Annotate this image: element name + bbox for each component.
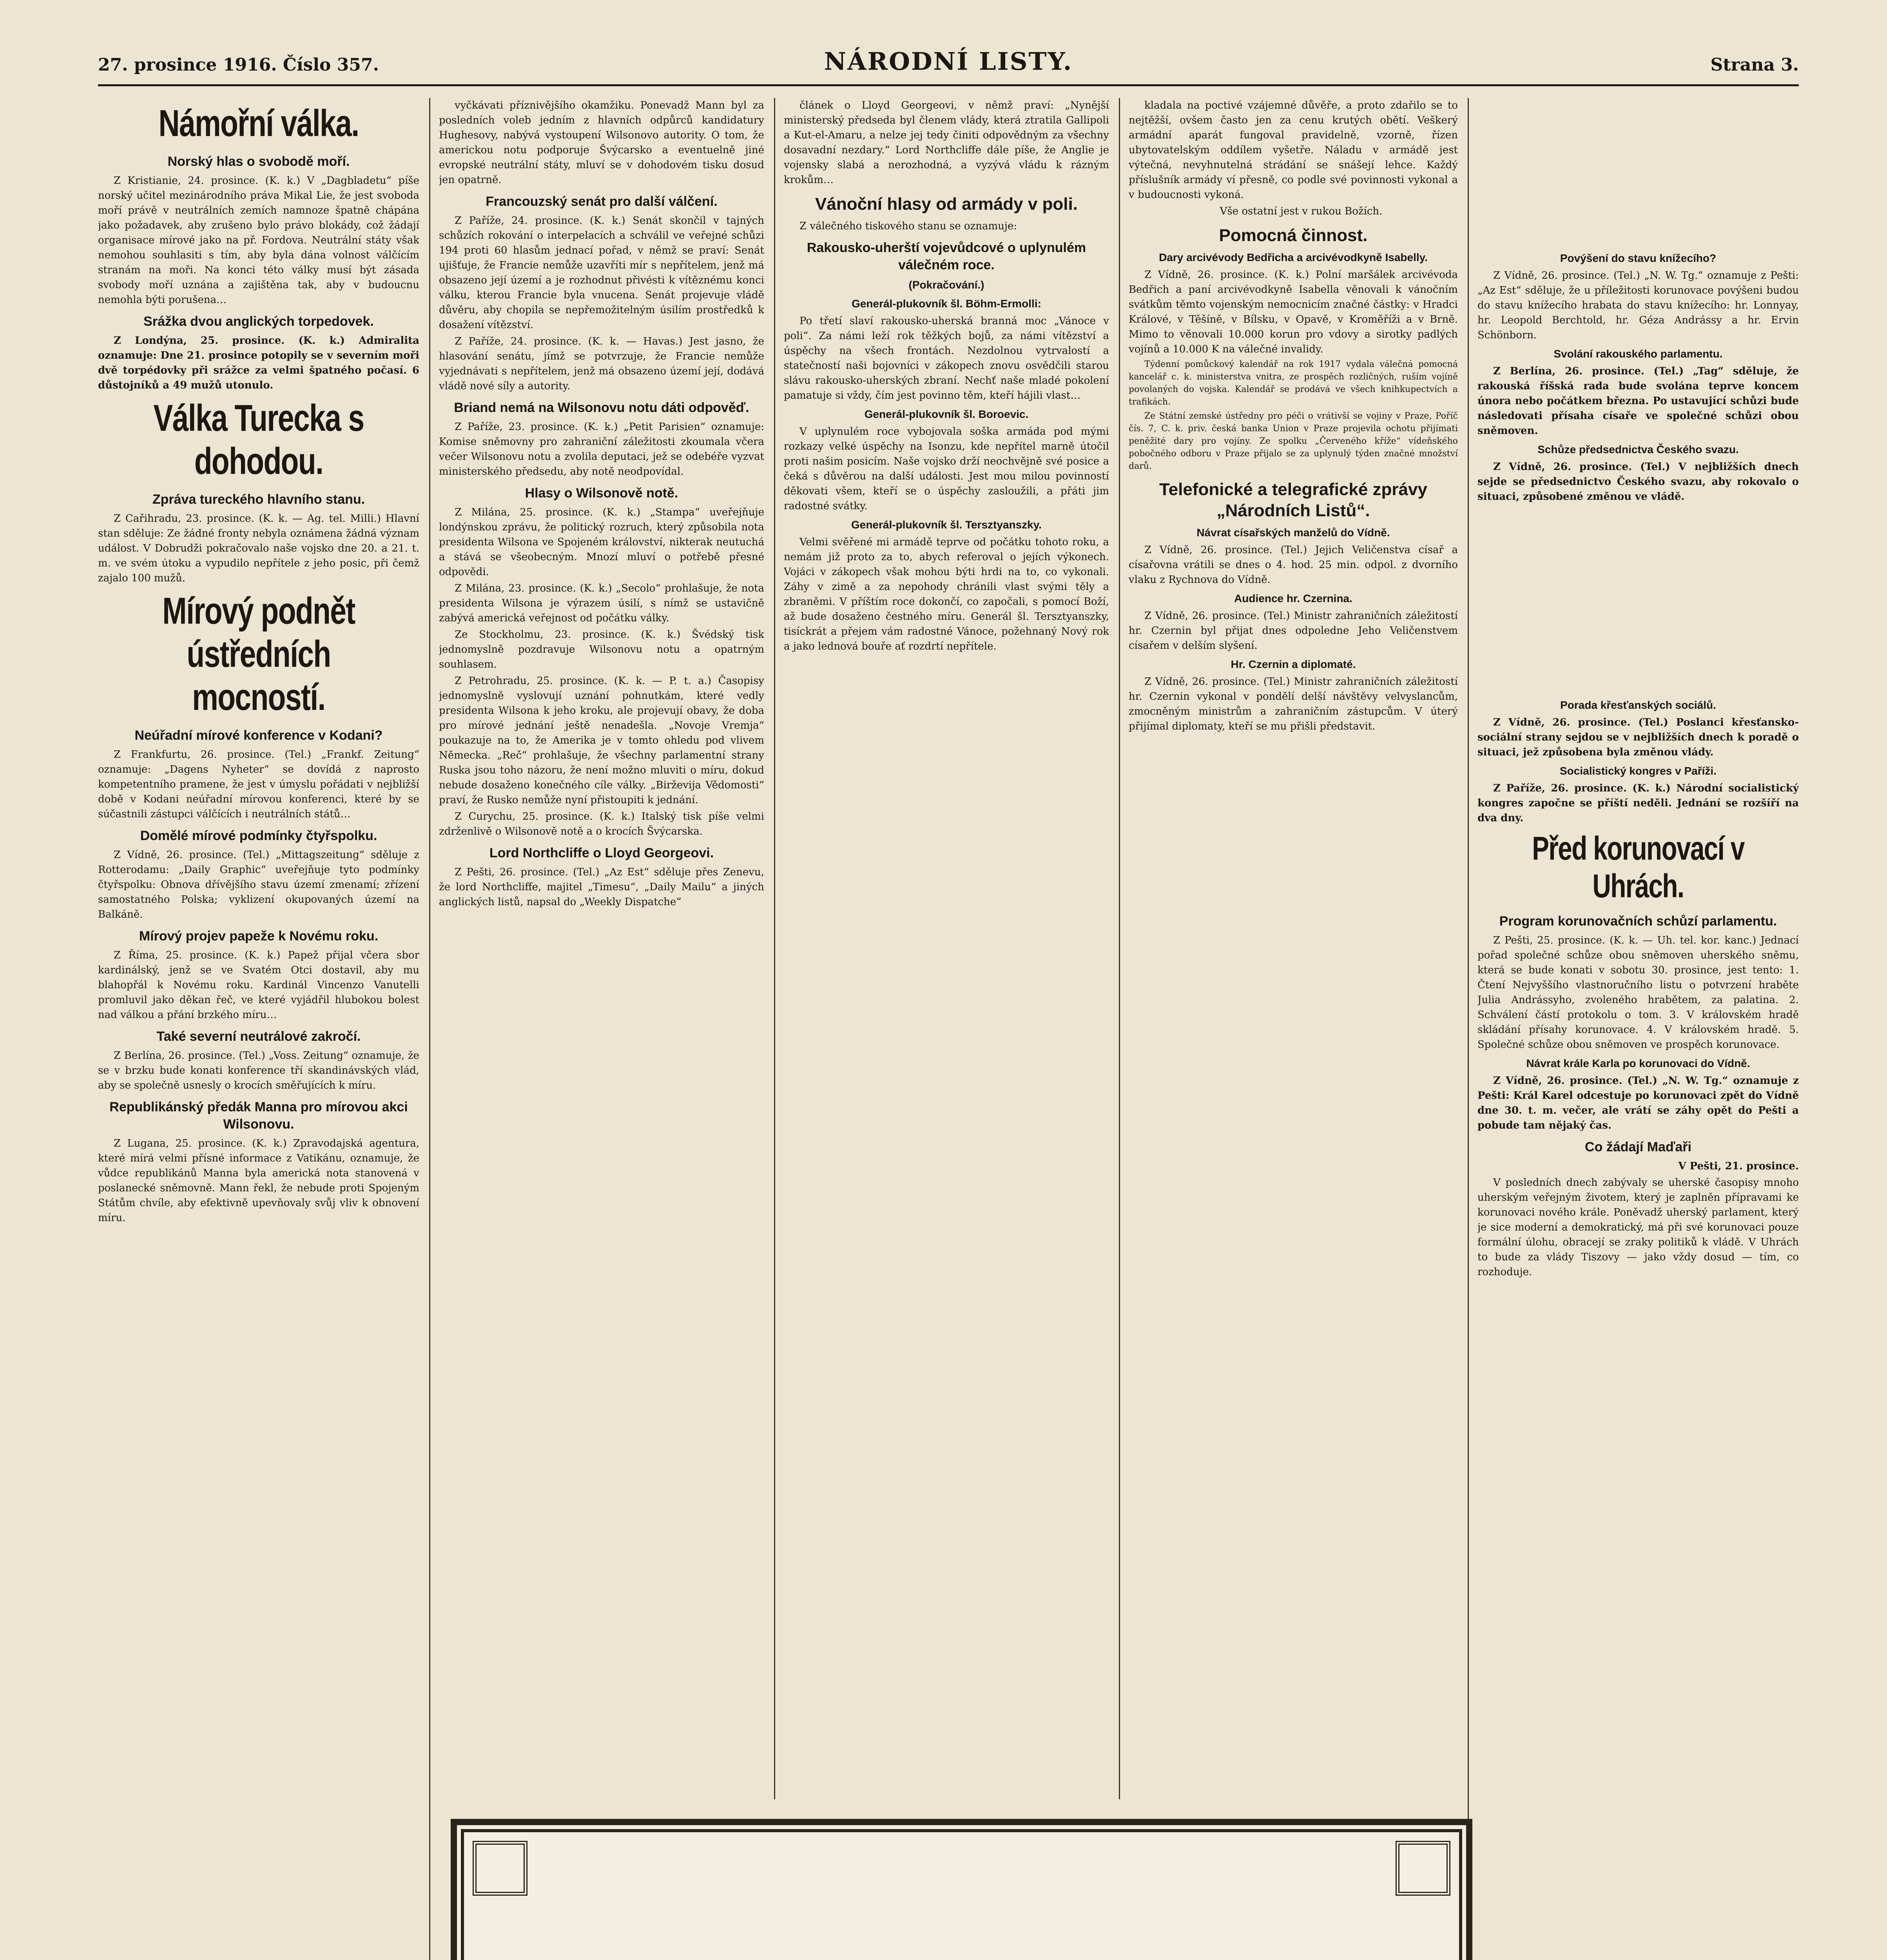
heading-briand: Briand nemá na Wilsonovu notu dáti odpověď. xyxy=(454,400,749,415)
ornament-corner xyxy=(1396,1841,1450,1896)
article-program: Z Pešti, 25. prosince. (K. k. — Uh. tel. kor. kanc.) Jednací pořad společné schůze obou sněmoven uherského sněmu, která se bude konati v sobotu 30. prosince, jest tento: 1. Čtení Nejvyššího vlastnoručního listu o potvrzení hraběte Julia Andrássyho, zvoleného hrabětem, za palatina. 2. Schválení částí protokolu o tom. 3. V královském hradě skládání přísahy korunovace. 4. V královském hradě. 5. Společné schůze obou sněmoven ve prospěch korunovace. xyxy=(1477,935,1799,1051)
article-dary: Z Vídně, 26. prosince. (K. k.) Polní maršálek arcivévoda Bedřich a paní arcivévodkyně Isabella věnovali k vánočním svátkům těmto vojenským nemocnicím značné částky: v Hradci Králové, v Těšíně, v Bílsku, v Opavě, v Kroměříži a v Brně. Mimo to věnovali 10.000 korun pro vdovy a sirotky padlých vojínů a 10.000 K na válečné invalidy. xyxy=(1129,269,1458,355)
article-hlasy-1: Z Milána, 25. prosince. (K. k.) „Stampa“ uveřejňuje londýnskou zprávu, že politický rozruch, který způsobila nota presidenta Wilsona ve Spojeném království, nikterak neutuchá a stává se všeobecným. Mnozí mluví o potřebě přesné odpovědi. xyxy=(439,506,764,578)
column-divider xyxy=(429,98,430,1960)
article-bohm-ermolli: Po třetí slaví rakousko-uherská branná moc „Vánoce v poli“. Za námi leží rok těžkých bojů, za námi vítězství a úspěchy na všech frontách. Nezdolnou vytrvalostí a statečností naši bojovníci v zákopech znovu osvědčili starou slávu rakousko-uherských zbraní. Nechť naše mladé pokolení pamatuje si vždy, čím jest povinno těm, kteří hájili vlast… xyxy=(784,315,1109,401)
article-manna: Z Lugana, 25. prosince. (K. k.) Zpravodajská agentura, které mírá velmi přísné informace z Vatikánu, oznamuje, že vůdce republikánů Manna byla americká nota stanovená v poslanecké sněmovně. Mann řekl, že nebude proti Spojeným Státům chvíle, aby efektivně upevňovaly svůj vliv k obnovení míru. xyxy=(98,1138,419,1224)
headline-mirovy-podnet: Mírový podnět ústředních mocností. xyxy=(162,590,355,718)
column-divider xyxy=(1119,98,1120,1799)
heading-norsky-hlas: Norský hlas o svobodě moří. xyxy=(167,154,350,169)
column-3 xyxy=(784,98,1109,1799)
article-continuation: článek o Lloyd Georgeovi, v němž praví: „Nynější ministerský předseda byl členem vlády, která ztratila Gallipoli a Kut-el-Amaru, a nelze jej tedy činiti odpovědným za všechny dosavadní nezdary.“ Lord Northcliffe dále píše, že Anglie je vojensky slabá a nerozhodná, a vyzývá vládu k rázným krokům… xyxy=(784,100,1109,186)
heading-madari: Co žádají Maďaři xyxy=(1585,1140,1691,1154)
heading-bohm-ermolli: Generál-plukovník šl. Böhm-Ermolli: xyxy=(852,298,1041,310)
article-navrat: Z Vídně, 26. prosince. (Tel.) Jejich Veličenstva císař a císařovna vrátili se dnes o 4. hod. 25 min. odpol. z dvorního vlaku z Rychnova do Vídně. xyxy=(1129,544,1458,586)
heading-francouzsky-senat: Francouzský senát pro další válčení. xyxy=(486,194,718,209)
heading-srazka: Srážka dvou anglických torpedovek. xyxy=(143,314,374,329)
article-domele-podminky: Z Vídně, 26. prosince. (Tel.) „Mittagszeitung“ sděluje z Rotterodamu: „Daily Graphic“ uveřejňuje tyto podmínky čtyřspolku: Obnova dřívějšího stavu území zmenamí; zřízení samostatného Polska; vyklizení okupovaných území na Balkáně. xyxy=(98,849,419,920)
article-ustredi: Ze Státní zemské ústředny pro péči o vrátivší se vojiny v Praze, Poříč čís. 7, C. k. priv. česká banka Union v Praze projevila ochotu přijímati peněžité dary pro vojíny. Ze spolku „Červeného kříže“ vídeňského pobočného odboru v Praze přijalo se za uplynulý týden značné množství darů. xyxy=(1129,411,1458,471)
page-number: Strana 3. xyxy=(1710,55,1799,75)
issue-date: 27. prosince 1916. Číslo 357. xyxy=(98,55,379,75)
headline-korunovace: Před korunovací v Uhrách. xyxy=(1532,830,1744,904)
heading-audience: Audience hr. Czernina. xyxy=(1234,592,1352,604)
headline-namorni-valka: Námořní válka. xyxy=(158,102,359,144)
heading-northcliffe: Lord Northcliffe o Lloyd Georgeovi. xyxy=(489,846,714,860)
article-diplomate: Z Vídně, 26. prosince. (Tel.) Ministr zahraničních záležitostí hr. Czernin vykonal v pondělí delší návštěvy velvyslancům, zmocněným ministrům a zahraničním zástupcům. V úterý přijímal diplomaty, kteří se mu přišli představit. xyxy=(1129,676,1458,732)
heading-vojevudcove: Rakousko-uherští vojevůdcové o uplynulém válečném roce. xyxy=(807,240,1086,272)
heading-porada: Porada křesťanských sociálů. xyxy=(1560,699,1716,711)
column-2 xyxy=(439,98,764,1799)
paper-name: NÁRODNÍ LISTY. xyxy=(824,47,1073,76)
article-socialist-kongres: Z Paříže, 26. prosince. (K. k.) Národní socialistický kongres započne se příští neděli. Jednání se rozšíří na dva dny. xyxy=(1477,782,1799,824)
article-senat: Z Paříže, 24. prosince. (K. k.) Senát skončil v tajných schůzích rokování o interpelacích a schválil ve veřejné schůzi 194 proti 60 hlasům jednací pořad, v němž se praví: Senát ujišťuje, že Francie nemůže uzavříti mír s nepřítelem, jenž má obsazeno její území a je rozhodnut přivésti k vítěznému konci válku, kterou Francie byla vnucena. Senát projevuje vládě důvěru, aby chopila se nepřemožitelným úsilím prostředků k dosažení vítězství. xyxy=(439,215,764,331)
heading-socialist-kongres: Socialistický kongres v Paříži. xyxy=(1560,765,1717,777)
article-briand: Z Paříže, 23. prosince. (K. k.) „Petit Parisien“ oznamuje: Komise sněmovny pro zahraniční záležitosti zkoumala včera večer Wilsonovu notu a zvolila deputaci, jež se odebéře vyzvat ministerského předsedu, aby notě neodpovídal. xyxy=(439,421,764,477)
masthead xyxy=(98,47,1799,82)
column-4 xyxy=(1129,98,1458,1799)
article-audience: Z Vídně, 26. prosince. (Tel.) Ministr zahraničních záležitostí hr. Czernin byl přijat dnes odpoledne Jeho Veličenstvem císařem v delším slyšení. xyxy=(1129,610,1458,652)
label-pokracovani: (Pokračování.) xyxy=(908,279,984,291)
article-zprava-tureckeho: Z Cařihradu, 23. prosince. (K. k. — Ag. tel. Milli.) Hlavní stan sděluje: Ze žádné fronty nebyla oznámena žádná význam událost. V Dobrudži pokračovalo naše vojsko dne 20. a 21. t. m. ve svém útoku a vypudilo nepřítele z jeho posic, při čemž zajalo 100 mužů. xyxy=(98,513,419,584)
article-boroevic: V uplynulém roce vybojovala soška armáda pod mými rozkazy velké úspěchy na Isonzu, kde nepřítel marně útočil proti našim posicím. Naše vojsko drží neochvějně své posice a čeká s důvěrou na další události. Jest mou milou povinností děkovati všem, kteří se o úspěchy zasloužili, a přáti jim radostné svátky. xyxy=(784,426,1109,512)
article-hlasy-3: Ze Stockholmu, 23. prosince. (K. k.) Švédský tisk jednomyslně pozdravuje Wilsonovu notu a opatrným souhlasem. xyxy=(439,629,764,670)
article-hlasy-4: Z Petrohradu, 25. prosince. (K. k. — P. t. a.) Časopisy jednomyslně vyslovují uznání pohnutkám, které vedly presidenta Wilsona k jeho kroku, ale projevují obavy, že doba pro mírové jednání ještě nenadešla. „Novoje Vremja“ poukazuje na to, že Amerika je v tomto ohledu pod vlivem Německa. „Reč“ prohlašuje, že všechny parlamentní strany Ruska jsou toho názoru, že není možno mluviti o míru, dokud nebude dosaženo konečného cíle války. „Birževija Vědomosti“ praví, že Rusko nemůže nyní přistoupiti k jednání. xyxy=(439,675,764,806)
heading-manna: Republikánský předák Manna pro mírovou akci Wilsonovu. xyxy=(109,1100,408,1132)
heading-telefonicke-zpravy: Telefonické a telegrafické zprávy „Národních Listů“. xyxy=(1159,480,1427,520)
article-norsky-hlas: Z Kristianie, 24. prosince. (K. k.) V „Dagbladetu“ píše norský učitel mezinárodního práva Mikal Lie, že jest svoboda moří právě v neutrálních zemích namnoze špatně chápána jako požadavek, aby zrušeno bylo právo blokády, což žádají organisace mírové jako na př. Fordova. Neutrální státy však nemohou souhlasiti s tím, aby byla dána volnost válčícím stranám na moři. Na konci této války musí být zásada svobody moří uznána a zajištěna tak, aby v budoucnu nemohla býti porušena… xyxy=(98,175,419,306)
ornament-corner xyxy=(473,1841,527,1896)
article-vanocni-intro: Z válečného tiskového stanu se oznamuje: xyxy=(799,220,1017,232)
article-svolani: Z Berlína, 26. prosince. (Tel.) „Tag“ sděluje, že rakouská říšská rada bude svolána teprve koncem února nebo počátkem března. Po ustavující schůzi bude následovati přísaha císaře ve společné schůzi obou sněmoven. xyxy=(1477,365,1799,437)
heading-povyseni: Povýšení do stavu knížecího? xyxy=(1560,252,1717,264)
heading-diplomate: Hr. Czernin a diplomaté. xyxy=(1231,658,1356,670)
article-northcliffe: Z Pešti, 26. prosince. (Tel.) „Az Est“ sděluje přes Zenevu, že lord Northcliffe, majitel „Timesu“, „Daily Mailu“ a jiných anglických listů, napsal do „Weekly Dispatche“ xyxy=(439,866,764,908)
heading-tersztyanszky: Generál-plukovník šl. Tersztyanszky. xyxy=(851,519,1042,531)
article-closing: Vše ostatní jest v rukou Božích. xyxy=(1220,205,1383,217)
article-hlasy-5: Z Curychu, 25. prosince. (K. k.) Italský tisk píše velmi zdrženlivě o Wilsonově notě a o krocích Švýcarska. xyxy=(439,811,764,837)
article-hlasy-2: Z Milána, 23. prosince. (K. k.) „Secolo“ prohlašuje, že nota presidenta Wilsona je výrazem úsilí, s nímž se ustavičně zabývá americká veřejnost od počátku války. xyxy=(439,583,764,624)
article-kalendar: Týdenní pomůckový kalendář na rok 1917 vydala válečná pomocná kancelář c. k. ministerstva vnitra, ze prospěch rozličných, ruším vojíně povolaných do vojska. Kalendář se prodává ve všech knihkupectvích a trafikách. xyxy=(1129,359,1458,407)
article-projev-papeze: Z Říma, 25. prosince. (K. k.) Papež přijal včera sbor kardinálský, jenž se ve Svatém Otci dostavil, aby mu blahopřál k Novému roku. Kardinál Vincenzo Vanutelli promluvil jako děkan řeč, ve které vyjádřil hlubokou bolest nad válkou a přání brzkého míru… xyxy=(98,949,419,1021)
column-divider xyxy=(1468,98,1469,1960)
heading-severni-neutralove: Také severní neutrálové zakročí. xyxy=(156,1029,361,1044)
article-continuation: kladala na poctivé vzájemné důvěře, a proto zdařilo se to nejtěžší, ovšem často jen za cenu krutých obětí. Veškerý armádní aparát fungoval pravidelně, vzorně, řízen ubytovatelským oddílem vyšetře. Náladu v armádě jest výtečná, nevyhnutelná strádání se snášejí lehce. Každý příslušník armády ví přesně, co podle své povinnosti vykonal a v budoucnosti vykoná. xyxy=(1129,100,1458,201)
article-continuation: vyčkávati příznivějšího okamžiku. Ponevadž Mann byl za posledních voleb jedním z hlavních odpůrců kandidatury Hughesovy, nabývá vystoupení Wilsonovo autority. O tom, že americkou notu podporuje Švýcarsko a eventuelně jiné evropské neutrální státy, mluví se v dohodovém tisku dosud jen opatrně. xyxy=(439,100,764,186)
heading-zprava-tureckeho: Zpráva tureckého hlavního stanu. xyxy=(152,492,365,507)
heading-dary: Dary arcivévody Bedřicha a arcivévodkyně Isabelly. xyxy=(1159,251,1428,263)
heading-navrat: Návrat císařských manželů do Vídně. xyxy=(1196,526,1390,539)
heading-program: Program korunovačních schůzí parlamentu. xyxy=(1499,914,1777,929)
masthead-rule xyxy=(98,84,1799,86)
heading-pomocna-cinnost: Pomocná činnost. xyxy=(1219,226,1368,245)
article-tersztyanszky: Velmi svěřené mi armádě teprve od počátku tohoto roku, a nemám již proto za to, abych referoval o jejích výkonech. Vojáci v zákopech však mohou býti hrdi na to, co vykonali. Záhy v zimě a za nepohody chránili vlast svými těly a zbraněmi. V příštím roce dokončí, co započali, s pomocí Boží, až bude dosaženo čestného míru. Generál šl. Tersztyanszky, tisíckrát a přejem vám radostné Vánoce, požehnaný Nový rok a jako lednová bouře ať rozdrtí nepřítele. xyxy=(784,536,1109,652)
article-povyseni: Z Vídně, 26. prosince. (Tel.) „N. W. Tg.“ oznamuje z Pešti: „Az Est“ sděluje, že u příležitosti korunovace povýšeni budou do stavu knížecího hrabata do stavu knížecího: hr. Lonnyay, hr. Leopold Berchtold, hr. Géza Andrássy a hr. Ervin Schönborn. xyxy=(1477,270,1799,341)
article-severni-neutralove: Z Berlína, 26. prosince. (Tel.) „Voss. Zeitung“ oznamuje, že se v brzku bude konati konference tří skandinávských vlád, aby se společně usnesly o krocích směřujících k míru. xyxy=(98,1050,419,1091)
heading-vanocni-hlasy: Vánoční hlasy od armády v poli. xyxy=(815,194,1078,214)
article-srazka: Z Londýna, 25. prosince. (K. k.) Admiralita oznamuje: Dne 21. prosince potopily se v severním moři dvě torpédovky při srážce za velmi špatného počasí. 6 důstojníků a 49 mužů utonulo. xyxy=(98,335,419,391)
column-divider xyxy=(774,98,775,1799)
heading-boroevic: Generál-plukovník šl. Boroevic. xyxy=(864,408,1029,420)
advertisement-tiskarna xyxy=(451,1819,1472,1960)
article-navrat-krale: Z Vídně, 26. prosince. (Tel.) „N. W. Tg.“ oznamuje z Pešti: Král Karel odcestuje po korunovaci zpět do Vídně dne 30. t. m. večer, ale vrátí se záhy opět do Pešti a pobude tam nějaký čas. xyxy=(1477,1075,1799,1131)
heading-svolani: Svolání rakouského parlamentu. xyxy=(1553,348,1723,360)
article-senat-2: Z Paříže, 24. prosince. (K. k. — Havas.) Jest jasno, že hlasování senátu, jímž se potvrzuje, že Francie nemůže vyjednávati s nepřítelem, jenž má obsazeno území její, dodává vládě nové síly a autority. xyxy=(439,336,764,392)
article-schuze: Z Vídně, 26. prosince. (Tel.) V nejbližších dnech sejde se předsednictvo Českého svazu, aby rokovalo o situaci, způsobené změnou ve vládě. xyxy=(1477,461,1799,503)
heading-navrat-krale: Návrat krále Karla po korunovaci do Vídně. xyxy=(1526,1057,1750,1069)
heading-hlasy-wilson: Hlasy o Wilsonově notě. xyxy=(525,486,678,501)
heading-neuradni-konference: Neúřadní mírové konference v Kodani? xyxy=(134,728,383,743)
column-5 xyxy=(1477,98,1799,1960)
article-neuradni-konference: Z Frankfurtu, 26. prosince. (Tel.) „Frankf. Zeitung“ oznamuje: „Dagens Nyheter“ se dovídá z naprosto kompetentního pramene, že jest v úmyslu pořádati v nejbližší době v Kodani neúřadní mírovou konferenci, které by se súčastnili zástupci válčících i neutrálních států… xyxy=(98,749,419,820)
headline-valka-turecka: Válka Turecka s dohodou. xyxy=(153,397,364,482)
column-1 xyxy=(98,98,419,1960)
article-porada: Z Vídně, 26. prosince. (Tel.) Poslanci křesťansko-sociální strany sejdou se v nejbližších dnech k poradě o situaci, jež způsobena byla změnou vlády. xyxy=(1477,717,1799,758)
heading-projev-papeze: Mírový projev papeže k Novému roku. xyxy=(139,929,379,944)
heading-schuze: Schůze předsednictva Českého svazu. xyxy=(1537,443,1739,456)
article-madari: V posledních dnech zabývaly se uherské časopisy mnoho uherským veřejným životem, který je zaplněn přípravami ke korunovaci nového krále. Poněvadž uherský parlament, který je sice moderní a demokratický, má při své korunovaci pouze formální úlohu, obracejí se zraky politiků k vládě. V Uhrách to bude za vlády Tiszovy — jako vždy dosud — tím, co rozhoduje. xyxy=(1477,1177,1799,1278)
article-madari-dateline: V Pešti, 21. prosince. xyxy=(1678,1160,1799,1172)
heading-domele-podminky: Domělé mírové podmínky čtyřspolku. xyxy=(140,828,377,843)
